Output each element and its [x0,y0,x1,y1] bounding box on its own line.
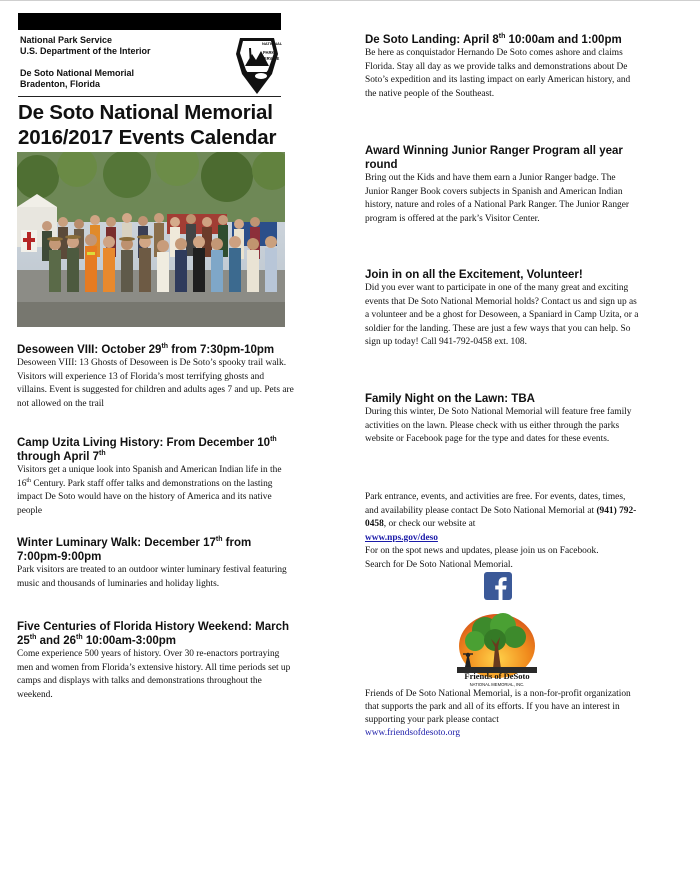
event-description: Did you ever want to participate in one of the many great and exciting events that De Soto National Memorial holds? Contact us and sign up as a volunteer and be a ghost for Desoween, a Spaniard in Camp Uzita, or a soldier for the landing. These are just a few ways that you can help. So sign up today! Call 941-792-0458 ext. 108. [365,283,639,347]
park-name: De Soto National Memorial [20,68,135,78]
event-description: During this winter, De Soto National Memorial will feature free family activities on the lawn. Please check with us either through the parks website or Facebook page for the type and dates for these events. [365,407,632,444]
event-title: Join in on all the Excitement, Volunteer! [365,269,583,281]
event-junior-ranger [365,144,640,226]
event-description: Come experience 500 years of history. Over 30 re-enactors portraying men and women from Florida’s extensive history. All time periods set up camps and displays with talks and demonstrations throughout the weekend. [17,649,291,700]
friends-logo-subtitle: NATIONAL MEMORIAL, INC. [469,682,525,687]
contact-info [365,491,640,572]
event-title: De Soto Landing: April 8th 10:00am and 1:00pm [365,33,622,46]
event-desoween [17,343,295,411]
header-black-band [18,13,281,30]
event-description: Visitors get a unique look into Spanish and American Indian life in the 16th Century. Park staff offer talks and demonstrations on the lasting impact De Soto would have on the history of America and its native people [17,465,282,516]
event-title: Winter Luminary Walk: December 17th from 7:00pm-9:00pm [17,536,252,563]
event-description: Desoween VIII: 13 Ghosts of Desoween is De Soto’s spooky trail walk. Visitors will experience 13 of Florida’s most terrifying ghosts and villains. Event is suggested for children and adults ages 7 and up. Pets are not allowed on the trail [17,358,294,409]
event-title: Desoween VIII: October 29th from 7:30pm-10pm [17,343,275,356]
page-top-border [0,0,700,1]
event-description: Bring out the Kids and have them earn a Junior Ranger badge. The Junior Ranger Book covers subjects in Spanish and American Indian history, nature and roles of a National Park Ranger. The Junior Ranger program is offered at the park’s Visitor Center. [365,173,629,224]
event-description: Park visitors are treated to an outdoor winter luminary festival featuring music and thousands of luminaries and holiday lights. [17,565,287,589]
event-de-soto-landing [365,33,640,101]
event-volunteer [365,268,640,350]
friends-info [365,688,640,740]
nps-arrowhead-logo [232,36,282,96]
park-city: Bradenton, Florida [20,79,101,89]
event-camp-uzita [17,436,295,518]
event-description: Be here as conquistador Hernando De Soto comes ashore and claims Florida. Stay all day as we provide talks and demonstrations about De Soto’s expedition and its lasting impact on early American history, and the native people of the Southeast. [365,48,631,99]
event-five-centuries [17,620,295,702]
contact-paragraph: Park entrance, events, and activities are free. For events, dates, times, and availability please contact De Soto National Memorial at (941) 792-0458, or check our website at [365,492,637,529]
location-block [20,68,134,90]
header-rule [18,96,281,97]
agency-name: National Park Service [20,35,113,45]
event-title: Five Centuries of Florida History Weekend: March 25th and 26th 10:00am-3:00pm [17,621,290,647]
facebook-icon[interactable] [484,572,512,600]
event-family-night [365,392,640,447]
contact-phone: (941) 792-0458 [365,505,637,529]
event-title: Family Night on the Lawn: TBA [365,393,535,405]
group-photo [17,152,285,327]
logo-text-park: PARK [263,50,275,55]
facebook-search-note: Search for De Soto National Memorial. [365,559,513,570]
friends-of-desoto-logo [445,613,549,689]
event-luminary-walk [17,536,295,591]
nps-website-link[interactable]: www.nps.gov/deso [365,532,438,543]
department-name: U.S. Department of the Interior [20,46,151,56]
agency-block [20,35,151,57]
facebook-note: For on the spot news and updates, please join us on Facebook. [365,546,599,556]
page-title [18,100,293,150]
page-title-line1: De Soto National Memorial [18,101,273,124]
page-title-line2: 2016/2017 Events Calendar [18,126,277,149]
logo-text-service: SERVICE [261,56,280,61]
logo-text-national: NATIONAL [262,41,282,46]
event-title: Camp Uzita Living History: From December 10th through April 7th [17,436,277,463]
event-title: Award Winning Junior Ranger Program all year round [365,145,623,171]
friends-description: Friends of De Soto National Memorial, is a non-for-profit organization that supports the park and all of its efforts. If you have an interest in supporting your park please contact [365,689,631,725]
friends-website-link[interactable]: www.friendsofdesoto.org [365,728,461,738]
friends-logo-title: Friends of DeSoto [464,671,530,681]
